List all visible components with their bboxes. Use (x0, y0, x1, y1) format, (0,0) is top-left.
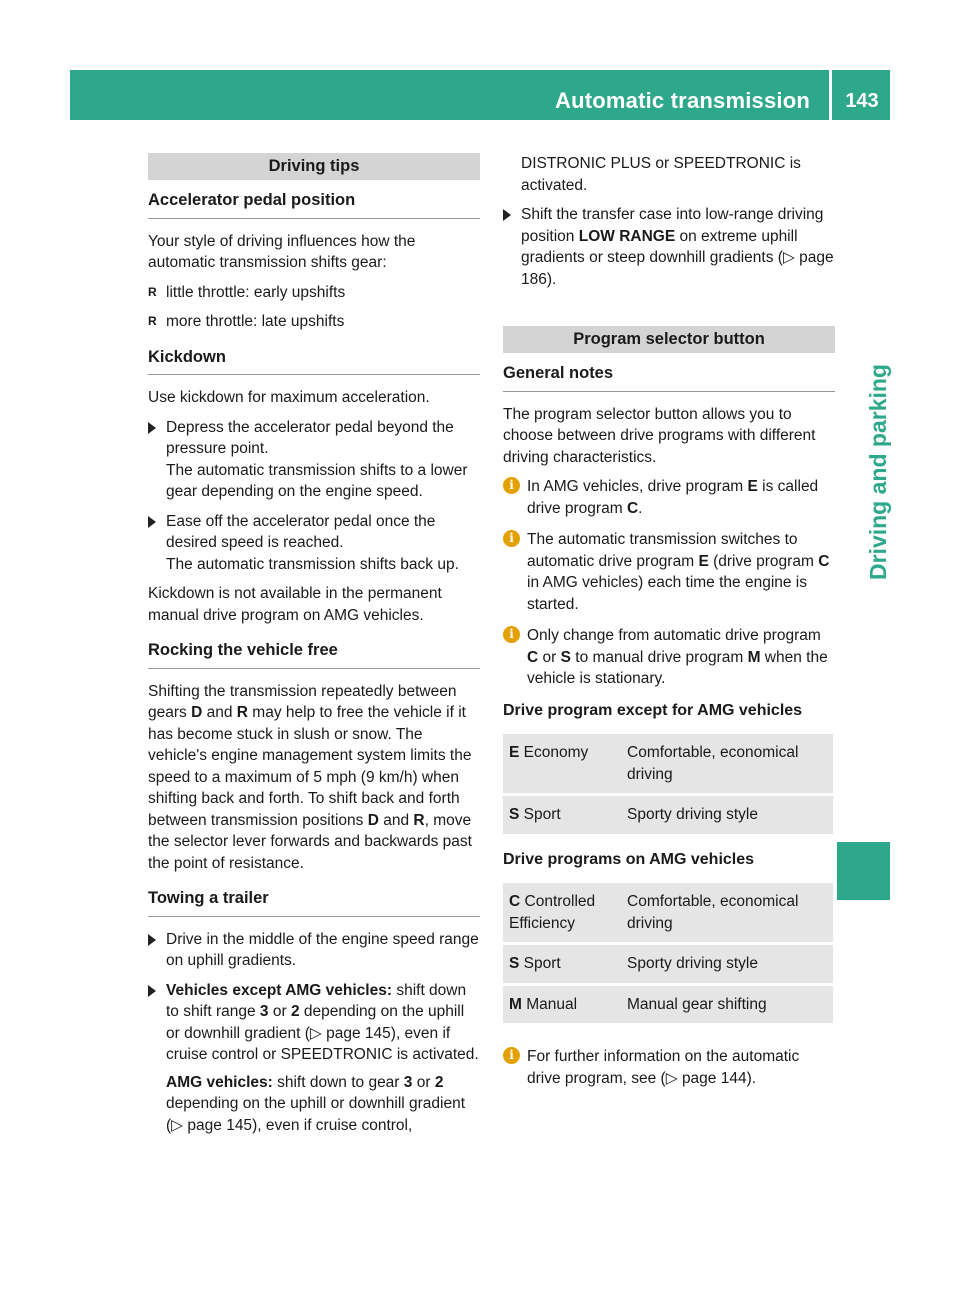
table-cell: Manual gear shifting (621, 986, 833, 1024)
text-run: S (509, 955, 520, 972)
step-text: AMG vehicles: shift down to gear 3 or 2 depending on the uphill or downhill gradient (▷ page 145), even if cruise control, (166, 1073, 466, 1134)
step-item (503, 204, 835, 290)
info-icon: i (503, 1047, 520, 1064)
step-result: The automatic transmission shifts back up. (166, 555, 459, 573)
right-column (503, 153, 835, 1099)
text-run: Shift the transfer case into low-range driving position (521, 206, 824, 245)
text-run: , move the selector lever forwards and backwards past the point of resistance. (148, 811, 472, 872)
text-run: and (378, 811, 414, 829)
section-title-driving-tips: Driving tips (148, 153, 480, 180)
header-divider (829, 70, 832, 120)
kickdown-note: Kickdown is not available in the permanent manual drive program on AMG vehicles. (148, 585, 442, 624)
page-reference[interactable]: page 145 (187, 1116, 253, 1134)
text-run: M (747, 648, 761, 666)
text-run: or (412, 1073, 435, 1091)
text-run: 2 (290, 1003, 300, 1020)
step-item (148, 417, 480, 503)
text-run: Economy (519, 744, 589, 761)
table-cell (503, 734, 621, 793)
text-run: Sport (519, 955, 561, 972)
heading-towing: Towing a trailer (148, 888, 480, 917)
gear-label: D (191, 704, 203, 721)
text-run: Controlled Efficiency (509, 893, 596, 932)
text-run: depending on the uphill or downhill gradient ( (166, 1095, 466, 1134)
table-cell: Sporty driving style (621, 945, 833, 983)
info-icon: i (503, 477, 520, 494)
text-run: is called drive program (527, 478, 819, 517)
table-title: Drive programs on AMG vehicles (503, 850, 755, 868)
heading-general-notes: General notes (503, 363, 835, 392)
text-run: The automatic transmission switches to automatic drive program (527, 531, 798, 570)
header-title: Automatic transmission (554, 88, 810, 113)
heading-accelerator: Accelerator pedal position (148, 190, 480, 219)
gear-label: R (413, 811, 425, 829)
arrow-right-icon (148, 934, 156, 946)
page-number: 143 (845, 90, 879, 112)
rocking-text (148, 681, 480, 875)
table-cell (503, 986, 621, 1024)
text-run: 3 (403, 1073, 413, 1091)
list-item: R little throttle: early upshifts (148, 282, 480, 304)
text-run: C (818, 552, 830, 570)
step-item (148, 929, 480, 972)
text-run: depending on the uphill or downhill gradient ( (166, 1003, 465, 1042)
text-run: 2 (434, 1073, 444, 1091)
table-row (503, 734, 833, 793)
text-run: ). (746, 1069, 757, 1087)
left-column (148, 153, 480, 1144)
heading-kickdown: Kickdown (148, 347, 480, 376)
text-run: E (698, 552, 709, 570)
text-run: M (509, 995, 522, 1013)
section-title-program-selector: Program selector button (503, 326, 835, 353)
info-icon: i (503, 530, 520, 547)
arrow-right-icon (148, 985, 156, 997)
gear-label: D (367, 811, 379, 829)
side-tab (857, 240, 893, 580)
info-note: i For further information on the automatic drive program, see (▷ page 144). (503, 1046, 835, 1089)
text-run: In AMG vehicles, drive program (527, 478, 748, 495)
text-run: in AMG vehicles) each time the engine is started. (527, 574, 807, 613)
text-run: S (560, 648, 571, 666)
table-row (503, 945, 833, 983)
text-run: may help to free the vehicle if it has become stuck in slush or snow. The vehicle's engine management system limits the speed to a maximum of 5 mph (9 km/h) when shifting back and forth. To shift back and forth between transmission positions (148, 704, 472, 829)
text-run: shift down to gear (272, 1073, 404, 1091)
heading-rocking: Rocking the vehicle free (148, 640, 480, 669)
text-run: Sport (519, 806, 561, 823)
amg-drive-program-table (503, 880, 833, 1026)
side-tab-label: Driving and parking (865, 364, 891, 580)
page-reference[interactable]: page 145 (326, 1024, 391, 1042)
text-run: and (202, 704, 237, 721)
table-cell (503, 796, 621, 834)
spacer (503, 298, 835, 326)
info-note (503, 529, 835, 615)
gear-label: R (236, 704, 248, 721)
text-run: C (626, 499, 639, 517)
step-text: Ease off the accelerator pedal once the desired speed is reached. (166, 512, 436, 551)
arrow-right-icon (148, 422, 156, 434)
text-run: For further information on the automatic drive program, see ( (527, 1048, 800, 1087)
text-run: LOW RANGE (578, 227, 676, 245)
text-run: C (527, 648, 539, 666)
general-intro: The program selector button allows you to choose between drive programs with different driving characteristics. (503, 405, 816, 466)
text-run: Shifting the transmission repeatedly between gears (148, 682, 457, 721)
text-run: on extreme uphill gradients or steep downhill gradients ( (521, 227, 798, 266)
info-note (503, 476, 835, 519)
arrow-right-icon (503, 209, 511, 221)
text-run: ), even if cruise control or SPEEDTRONIC is activated. (166, 1024, 479, 1063)
step-continued (503, 153, 835, 196)
table-cell: Sporty driving style (621, 796, 833, 834)
step-text: Depress the accelerator pedal beyond the pressure point. (166, 418, 454, 457)
text-run: when the vehicle is stationary. (527, 648, 828, 687)
text-run: (drive program (708, 552, 819, 570)
arrow-right-icon (148, 516, 156, 528)
kickdown-intro: Use kickdown for maximum acceleration. (148, 389, 430, 406)
text-run: E (509, 744, 520, 761)
text-run: S (509, 806, 520, 823)
table-cell: Comfortable, economical driving (621, 734, 833, 793)
table-title: Drive program except for AMG vehicles (503, 701, 803, 719)
table-row (503, 986, 833, 1024)
side-tab-marker (837, 842, 890, 900)
text-run: or (268, 1003, 291, 1020)
table-cell: Comfortable, economical driving (621, 883, 833, 942)
page-reference[interactable]: page 186 (521, 249, 834, 288)
text-run: ), even if cruise control, (252, 1116, 413, 1134)
accelerator-intro: Your style of driving influences how the automatic transmission shifts gear: (148, 232, 416, 271)
page-reference[interactable]: page 144 (681, 1069, 747, 1087)
text-run: AMG vehicles: (166, 1073, 273, 1091)
table-row (503, 883, 833, 942)
text-run: to manual drive program (570, 648, 748, 666)
text-run: . (638, 499, 643, 517)
step-item (148, 980, 480, 1137)
text-run: Manual (521, 995, 578, 1013)
text-run: Vehicles except AMG vehicles: (166, 981, 393, 999)
step-item (148, 511, 480, 576)
list-item: R more throttle: late upshifts (148, 311, 480, 333)
text-run: C (509, 893, 521, 910)
step-text: Vehicles except AMG vehicles: shift down to shift range 3 or 2 depending on the uphill or downhill gradient (▷ page 145), even if cruise control or SPEEDTRONIC is activated. (166, 981, 479, 1063)
step-text: Drive in the middle of the engine speed range on uphill gradients. (166, 930, 479, 969)
text-run: 3 (259, 1003, 269, 1020)
info-icon: i (503, 626, 520, 643)
text-run: shift down to shift range (166, 981, 467, 1020)
step-text: DISTRONIC PLUS or SPEEDTRONIC is activated. (521, 155, 801, 194)
drive-program-table (503, 731, 833, 837)
step-text: Shift the transfer case into low-range driving position LOW RANGE on extreme uphill gradients or steep downhill gradients (▷ page 186). (521, 206, 834, 288)
text-run: or (538, 648, 561, 666)
text-run: E (747, 478, 758, 495)
step-result: The automatic transmission shifts to a lower gear depending on the engine speed. (166, 461, 468, 500)
table-row (503, 796, 833, 834)
info-note (503, 625, 835, 690)
table-cell (503, 883, 621, 942)
table-cell (503, 945, 621, 983)
text-run: ). (546, 270, 557, 288)
header-bar (70, 70, 890, 120)
text-run: Only change from automatic drive program (527, 627, 821, 644)
